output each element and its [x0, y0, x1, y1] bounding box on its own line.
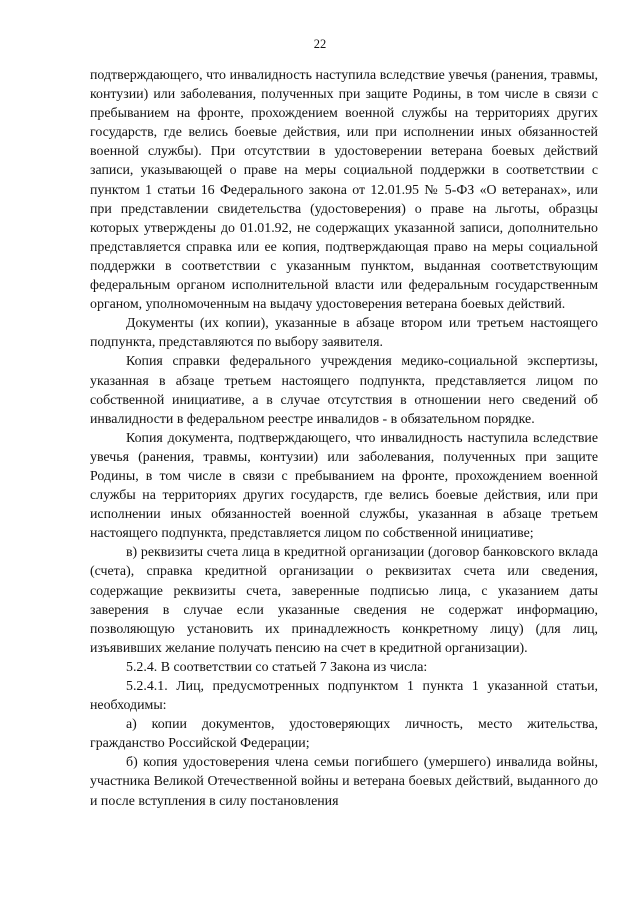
document-body	[90, 66, 598, 811]
paragraph-section-5-2-4-1: 5.2.4.1. Лиц, предусмотренных подпунктом 1 пункта 1 указанной статьи, необходимы:	[90, 679, 598, 714]
paragraph-mse-certificate: Копия справки федерального учреждения медико-социальной экспертизы, указанная в абзаце третьем настоящего подпункта, представляется лицом по собственной инициативе, а в случае отсутствия в отношении него сведений об инвалидности в федеральном реестре инвалидов - в обязательном порядке.	[90, 354, 598, 427]
paragraph-item-a: а) копии документов, удостоверяющих личность, место жительства, гражданство Российской Федерации;	[90, 717, 598, 752]
paragraph-continuation: подтверждающего, что инвалидность наступила вследствие увечья (ранения, травмы, контузии) или заболевания, полученных при защите Родины, в том числе в связи с пребыванием на фронте, прохождением военной службы на территориях других государств, где велись боевые действия, или при исполнении иных обязанностей военной службы). При отсутствии в удостоверении ветерана боевых действий записи, указывающей о праве на меры социальной поддержки в соответствии с пунктом 1 статьи 16 Федерального закона от 12.01.95 № 5-ФЗ «О ветеранах», или при представлении свидетельства (удостоверения) о праве на льготы, образцы которых утверждены до 01.01.92, не содержащих указанной записи, дополнительно представляется справка или ее копия, подтверждающая право на меры социальной поддержки в соответствии с указанным пунктом, выданная соответствующим федеральным органом исполнительной власти или федеральным государственным органом, уполномоченным на выдачу удостоверения ветерана боевых действий.	[90, 68, 598, 313]
paragraph-section-5-2-4: 5.2.4. В соответствии со статьей 7 Закона из числа:	[126, 659, 428, 675]
paragraph-bank-details: в) реквизиты счета лица в кредитной организации (договор банковского вклада (счета), справка кредитной организации о реквизитах счета или сведения, содержащие реквизиты счета, заверенные подписью лица, с указанием даты заверения в случае если указанные сведения не содержат информацию, позволяющую установить их принадлежность конкретному лицу) (для лиц, изъявивших желание получать пенсию на счет в кредитной организации).	[90, 545, 598, 656]
page-number: 22	[313, 37, 327, 51]
paragraph-disability-document: Копия документа, подтверждающего, что инвалидность наступила вследствие увечья (ранения, травмы, контузии) или заболевания, полученных при защите Родины, в том числе в связи с пребыванием на фронте, прохождением военной службы на территориях других государств, где велись боевые действия, или при исполнении иных обязанностей военной службы, указанная в абзаце третьем настоящего подпункта, представляется лицом по собственной инициативе;	[90, 430, 598, 542]
paragraph-item-b: б) копия удостоверения члена семьи погибшего (умершего) инвалида войны, участника Великой Отечественной войны и ветерана боевых действий, выданного до и после вступления в силу постановления	[90, 755, 598, 809]
paragraph-documents-choice: Документы (их копии), указанные в абзаце втором или третьем настоящего подпункта, представляются по выбору заявителя.	[90, 316, 598, 351]
